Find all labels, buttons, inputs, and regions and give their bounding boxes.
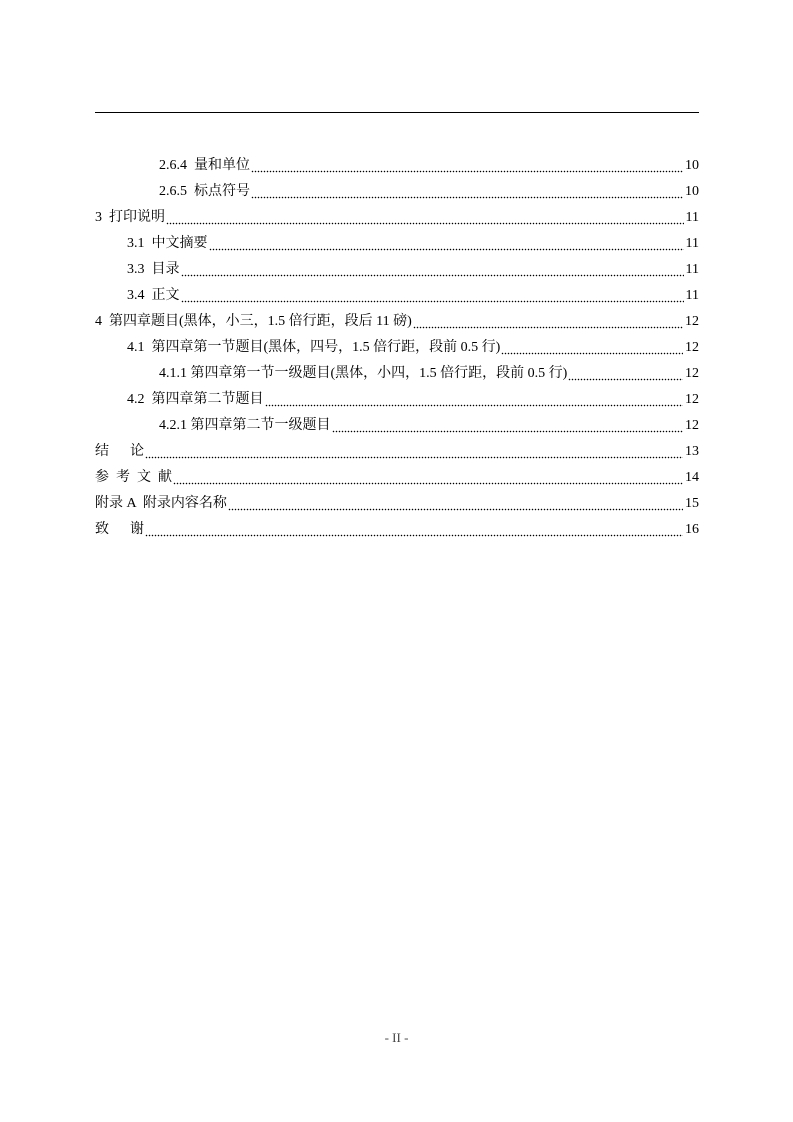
toc-entry-page: 11 (685, 288, 699, 303)
page-number: - II - (384, 1030, 409, 1045)
toc-entry-page: 16 (685, 522, 699, 537)
toc-dot-leader (181, 257, 684, 283)
toc-dot-leader (251, 153, 683, 179)
toc-entry-page: 13 (685, 444, 699, 459)
toc-dot-leader (413, 309, 683, 335)
toc-entry[interactable] (95, 361, 699, 387)
toc-entry[interactable] (95, 517, 699, 543)
toc-entry-title: 4 第四章题目(黑体，小三，1.5 倍行距，段后 11 磅) (95, 314, 412, 329)
toc-entry-title: 2.6.4 量和单位 (159, 158, 250, 173)
toc-entry-page: 12 (685, 340, 699, 355)
toc-entry-page: 10 (685, 184, 699, 199)
toc-dot-leader (173, 465, 683, 491)
toc-entry[interactable] (95, 491, 699, 517)
toc-entry[interactable] (95, 439, 699, 465)
toc-entry-title: 4.1 第四章第一节题目(黑体，四号，1.5 倍行距，段前 0.5 行) (127, 340, 501, 355)
toc-entry[interactable] (95, 335, 699, 361)
toc-entry[interactable] (95, 231, 699, 257)
toc-entry-page: 12 (685, 418, 699, 433)
toc-dot-leader (166, 205, 684, 231)
toc-entry-page: 11 (685, 236, 699, 251)
toc-entry-page: 14 (685, 470, 699, 485)
toc-entry-title: 致 谢 (95, 522, 144, 537)
toc-dot-leader (145, 517, 683, 543)
table-of-contents (95, 153, 699, 543)
toc-entry[interactable] (95, 257, 699, 283)
toc-entry-page: 11 (685, 210, 699, 225)
toc-dot-leader (209, 231, 684, 257)
toc-entry[interactable] (95, 179, 699, 205)
toc-entry-title: 3.4 正文 (127, 288, 180, 303)
toc-entry-title: 3 打印说明 (95, 210, 165, 225)
toc-entry-page: 11 (685, 262, 699, 277)
toc-dot-leader (228, 491, 683, 517)
toc-entry[interactable] (95, 205, 699, 231)
toc-entry-page: 10 (685, 158, 699, 173)
toc-entry[interactable] (95, 153, 699, 179)
toc-entry[interactable] (95, 465, 699, 491)
toc-entry-title: 参 考 文 献 (95, 470, 172, 485)
toc-entry-page: 15 (685, 496, 699, 511)
toc-entry-title: 4.1.1 第四章第一节一级题目(黑体，小四，1.5 倍行距，段前 0.5 行) (159, 366, 568, 381)
toc-entry[interactable] (95, 283, 699, 309)
toc-dot-leader (251, 179, 683, 205)
toc-dot-leader (181, 283, 684, 309)
toc-dot-leader (332, 413, 684, 439)
header-rule (95, 112, 699, 113)
toc-entry-page: 12 (685, 366, 699, 381)
toc-entry-page: 12 (685, 314, 699, 329)
toc-entry[interactable] (95, 413, 699, 439)
toc-entry[interactable] (95, 309, 699, 335)
toc-entry-title: 4.2 第四章第二节题目 (127, 392, 264, 407)
toc-entry-title: 结 论 (95, 444, 144, 459)
toc-entry[interactable] (95, 387, 699, 413)
toc-dot-leader (265, 387, 684, 413)
toc-entry-title: 附录 A 附录内容名称 (95, 496, 227, 511)
toc-dot-leader (501, 335, 683, 361)
toc-entry-title: 4.2.1 第四章第二节一级题目 (159, 418, 331, 433)
toc-dot-leader (568, 361, 683, 387)
toc-dot-leader (145, 439, 683, 465)
toc-entry-title: 2.6.5 标点符号 (159, 184, 250, 199)
toc-entry-page: 12 (685, 392, 699, 407)
toc-entry-title: 3.3 目录 (127, 262, 180, 277)
toc-entry-title: 3.1 中文摘要 (127, 236, 208, 251)
